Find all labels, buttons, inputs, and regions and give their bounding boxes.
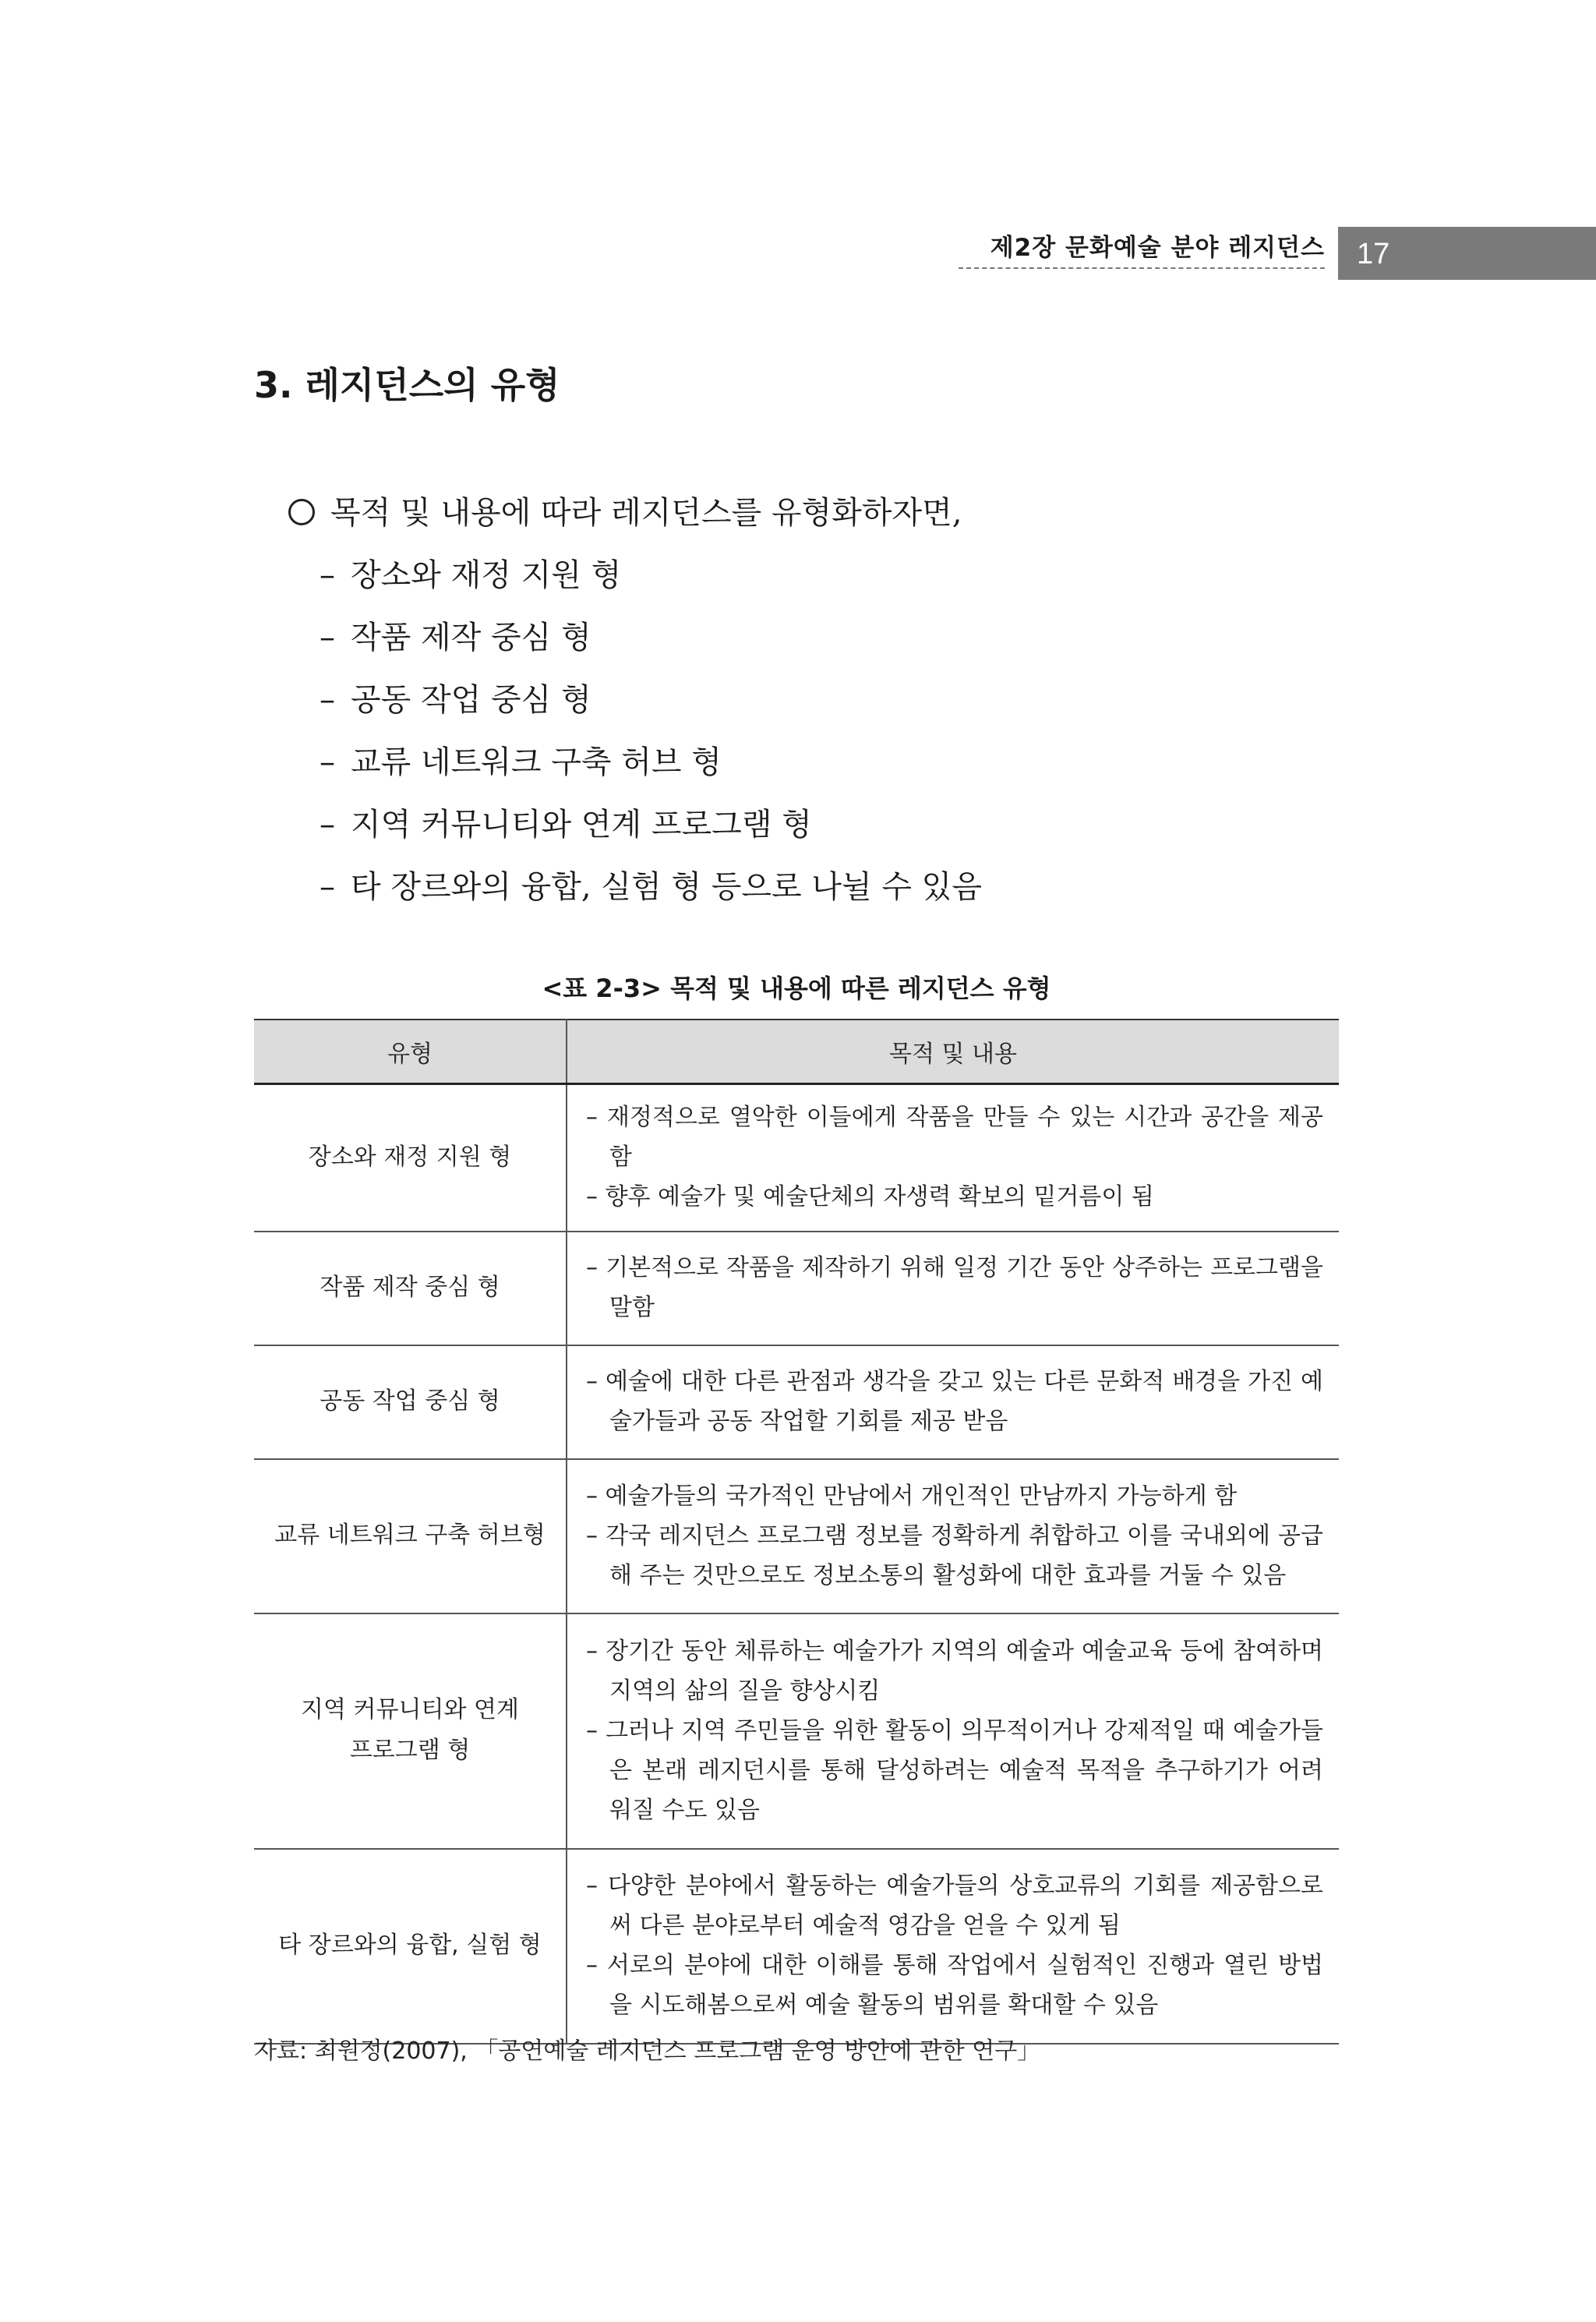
type-label: 작품 제작 중심 형 — [320, 1274, 500, 1301]
type-cell — [254, 1459, 567, 1613]
purpose-item: – 기본적으로 작품을 제작하기 위해 일정 기간 동안 상주하는 프로그램을 말함 — [586, 1254, 1323, 1321]
list-item-text: 작품 제작 중심 형 — [351, 620, 591, 656]
purpose-item: – 재정적으로 열악한 이들에게 작품을 만들 수 있는 시간과 공간을 제공함 — [586, 1104, 1323, 1171]
purpose-cell — [567, 1459, 1339, 1613]
column-header-type: 유형 — [254, 1020, 567, 1084]
section-title: 3. 레지던스의 유형 — [254, 364, 560, 406]
table-row — [254, 1849, 1339, 2044]
column-header-purpose: 목적 및 내용 — [567, 1020, 1339, 1084]
intro-lead-text: 목적 및 내용에 따라 레지던스를 유형화하자면, — [330, 495, 962, 531]
purpose-item: – 각국 레지던스 프로그램 정보를 정확하게 취합하고 이를 국내외에 공급해 주는 것만으로도 정보소통의 활성화에 대한 효과를 거둘 수 있음 — [586, 1521, 1323, 1589]
list-item — [320, 731, 982, 793]
list-item — [320, 793, 982, 856]
dash-bullet: – — [320, 620, 335, 656]
table-row — [254, 1232, 1339, 1345]
list-item-text: 타 장르와의 융합, 실험 형 등으로 나뉠 수 있음 — [351, 869, 982, 905]
list-item-text: 공동 작업 중심 형 — [351, 682, 591, 718]
purpose-cell — [567, 1232, 1339, 1345]
table-row — [254, 1084, 1339, 1232]
table-caption: <표 2-3> 목적 및 내용에 따른 레지던스 유형 — [542, 974, 1051, 1003]
type-cell — [254, 1849, 567, 2044]
page-number: 17 — [1357, 238, 1390, 270]
purpose-item: – 다양한 분야에서 활동하는 예술가들의 상호교류의 기회를 제공함으로써 다른 분야로부터 예술적 영감을 얻을 수 있게 됨 — [586, 1872, 1323, 1939]
type-cell — [254, 1613, 567, 1849]
purpose-cell — [567, 1084, 1339, 1232]
page-number-tab — [1338, 227, 1596, 280]
circle-bullet-icon — [288, 499, 315, 525]
list-item — [320, 856, 982, 918]
dash-bullet: – — [320, 869, 335, 905]
list-item-text: 교류 네트워크 구축 허브 형 — [351, 744, 722, 780]
chapter-running-header: 제2장 문화예술 분야 레지던스 — [959, 228, 1325, 269]
table-header-row — [254, 1020, 1339, 1084]
list-item — [320, 669, 982, 731]
purpose-item: – 향후 예술가 및 예술단체의 자생력 확보의 밑거름이 됨 — [586, 1183, 1154, 1210]
purpose-cell — [567, 1849, 1339, 2044]
type-label-line: 지역 커뮤니티와 연계 — [301, 1696, 519, 1723]
type-label: 공동 작업 중심 형 — [320, 1387, 500, 1415]
purpose-item: – 서로의 분야에 대한 이해를 통해 작업에서 실험적인 진행과 열린 방법을 시도해봄으로써 예술 활동의 범위를 확대할 수 있음 — [586, 1952, 1323, 2019]
dash-bullet: – — [320, 557, 335, 593]
purpose-item: – 장기간 동안 체류하는 예술가가 지역의 예술과 예술교육 등에 참여하며 지역의 삶의 질을 향상시킴 — [586, 1637, 1323, 1705]
intro-block — [288, 482, 982, 918]
dash-bullet: – — [320, 682, 335, 718]
dash-bullet: – — [320, 807, 335, 843]
list-item-text: 지역 커뮤니티와 연계 프로그램 형 — [351, 807, 812, 843]
type-cell — [254, 1232, 567, 1345]
purpose-cell — [567, 1345, 1339, 1459]
type-cell — [254, 1345, 567, 1459]
type-label: 타 장르와의 융합, 실험 형 — [278, 1931, 542, 1959]
type-label: 장소와 재정 지원 형 — [308, 1143, 512, 1171]
list-item — [320, 544, 982, 606]
list-item — [320, 606, 982, 669]
type-summary-list — [288, 544, 982, 918]
purpose-item: – 예술에 대한 다른 관점과 생각을 갖고 있는 다른 문화적 배경을 가진 예술가들과 공동 작업할 기회를 제공 받음 — [586, 1368, 1323, 1435]
list-item-text: 장소와 재정 지원 형 — [351, 557, 622, 593]
intro-lead — [288, 482, 982, 544]
purpose-item: – 그러나 지역 주민들을 위한 활동이 의무적이거나 강제적일 때 예술가들은 본래 레지던시를 통해 달성하려는 예술적 목적을 추구하기가 어려워질 수도 있음 — [586, 1716, 1323, 1824]
type-label: 교류 네트워크 구축 허브형 — [274, 1521, 546, 1549]
table-row — [254, 1459, 1339, 1613]
purpose-cell — [567, 1613, 1339, 1849]
residence-types-table — [254, 1019, 1339, 2045]
table-row — [254, 1613, 1339, 1849]
table-row — [254, 1345, 1339, 1459]
source-note: 자료: 최원정(2007), 「공연예술 레지던스 프로그램 운영 방안에 관한 연구」 — [254, 2037, 1041, 2065]
dash-bullet: – — [320, 744, 335, 780]
type-cell — [254, 1084, 567, 1232]
purpose-item: – 예술가들의 국가적인 만남에서 개인적인 만남까지 가능하게 함 — [586, 1482, 1238, 1510]
type-label-line: 프로그램 형 — [349, 1737, 471, 1764]
